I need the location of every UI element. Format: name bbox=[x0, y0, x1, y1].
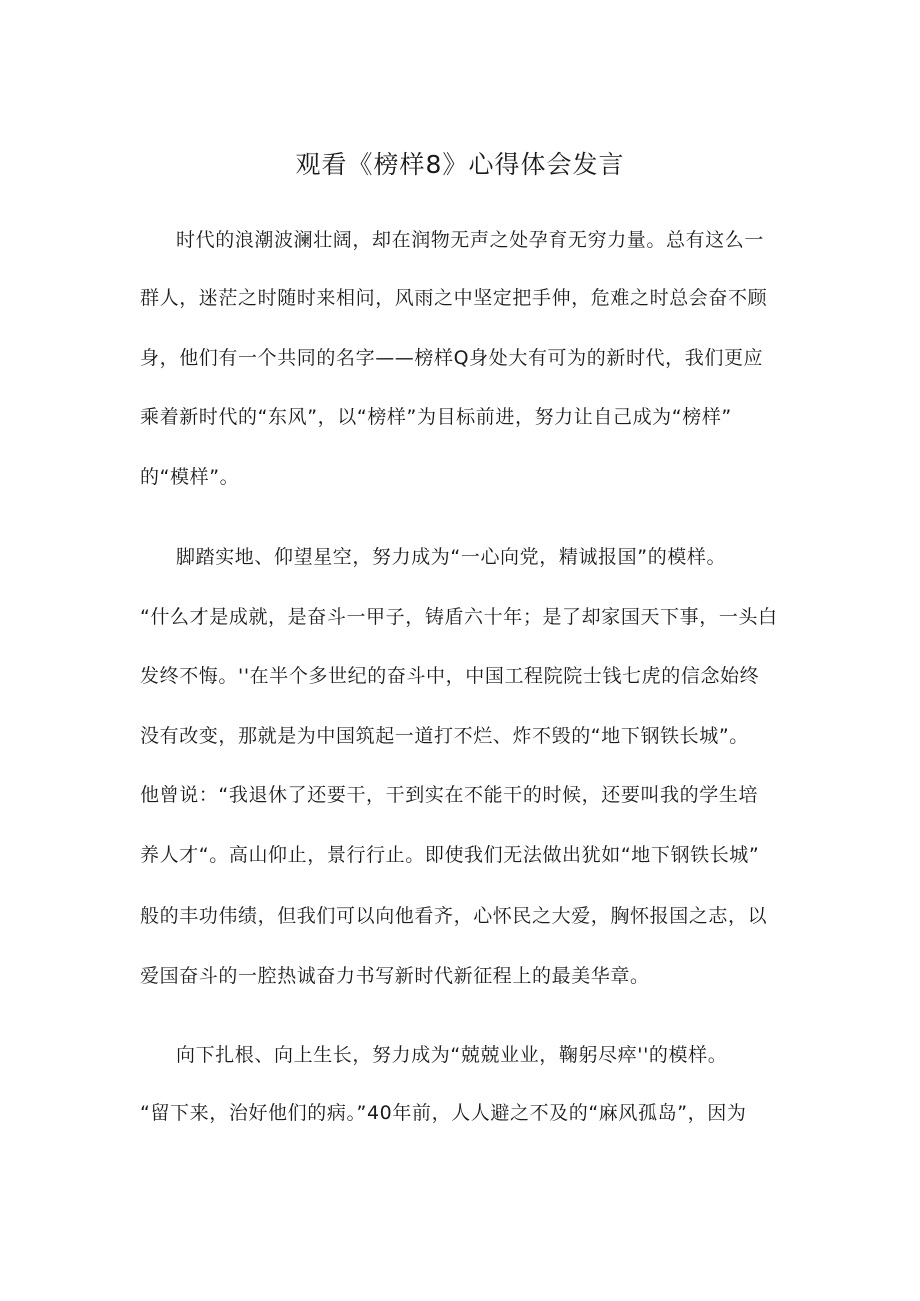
paragraph-3-line-2: 发终不悔。''在半个多世纪的奋斗中，中国工程院院士钱七虎的信念始终 bbox=[140, 665, 760, 687]
paragraph-2-line-1: 脚踏实地、仰望星空，努力成为“一心向党，精诚报国”的模样。 bbox=[176, 546, 727, 568]
paragraph-1-line-1: 时代的浪潮波澜壮阔，却在润物无声之处孕育无穷力量。总有这么一 bbox=[176, 229, 765, 251]
paragraph-5-line-1: “留下来，治好他们的病。”40年前，人人避之不及的“麻风孤岛”，因为 bbox=[140, 1102, 747, 1124]
paragraph-3-line-1: “什么才是成就，是奋斗一甲子，铸盾六十年；是了却家国天下事，一头白 bbox=[140, 606, 778, 628]
paragraph-3-line-3: 没有改变，那就是为中国筑起一道打不烂、炸不毁的“地下钢铁长城”。 bbox=[140, 725, 749, 747]
document-title: 观看《榜样8》心得体会发言 bbox=[295, 150, 625, 179]
paragraph-4-line-1: 向下扎根、向上生长，努力成为“兢兢业业，鞠躬尽瘁''的模样。 bbox=[176, 1044, 728, 1066]
paragraph-1-line-3: 身，他们有一个共同的名字——榜样Q身处大有可为的新时代，我们更应 bbox=[140, 347, 764, 369]
paragraph-3-line-5: 养人才“。高山仰止，景行行止。即使我们无法做出犹如“地下钢铁长城” bbox=[140, 844, 760, 866]
paragraph-1-line-4: 乘着新时代的“东风”，以“榜样”为目标前进，努力让自己成为“榜样” bbox=[140, 406, 732, 428]
paragraph-3-line-4: 他曾说：“我退休了还要干，干到实在不能干的时候，还要叫我的学生培 bbox=[140, 784, 759, 806]
paragraph-1-line-5: 的“模样”。 bbox=[140, 466, 240, 488]
paragraph-1-line-2: 群人，迷茫之时随时来相问，风雨之中坚定把手伸，危难之时总会奋不顾 bbox=[140, 287, 768, 309]
paragraph-3-line-7: 爱国奋斗的一腔热诚奋力书写新时代新征程上的最美华章。 bbox=[140, 965, 650, 987]
paragraph-3-line-6: 般的丰功伟绩，但我们可以向他看齐，心怀民之大爱，胸怀报国之志，以 bbox=[140, 905, 768, 927]
